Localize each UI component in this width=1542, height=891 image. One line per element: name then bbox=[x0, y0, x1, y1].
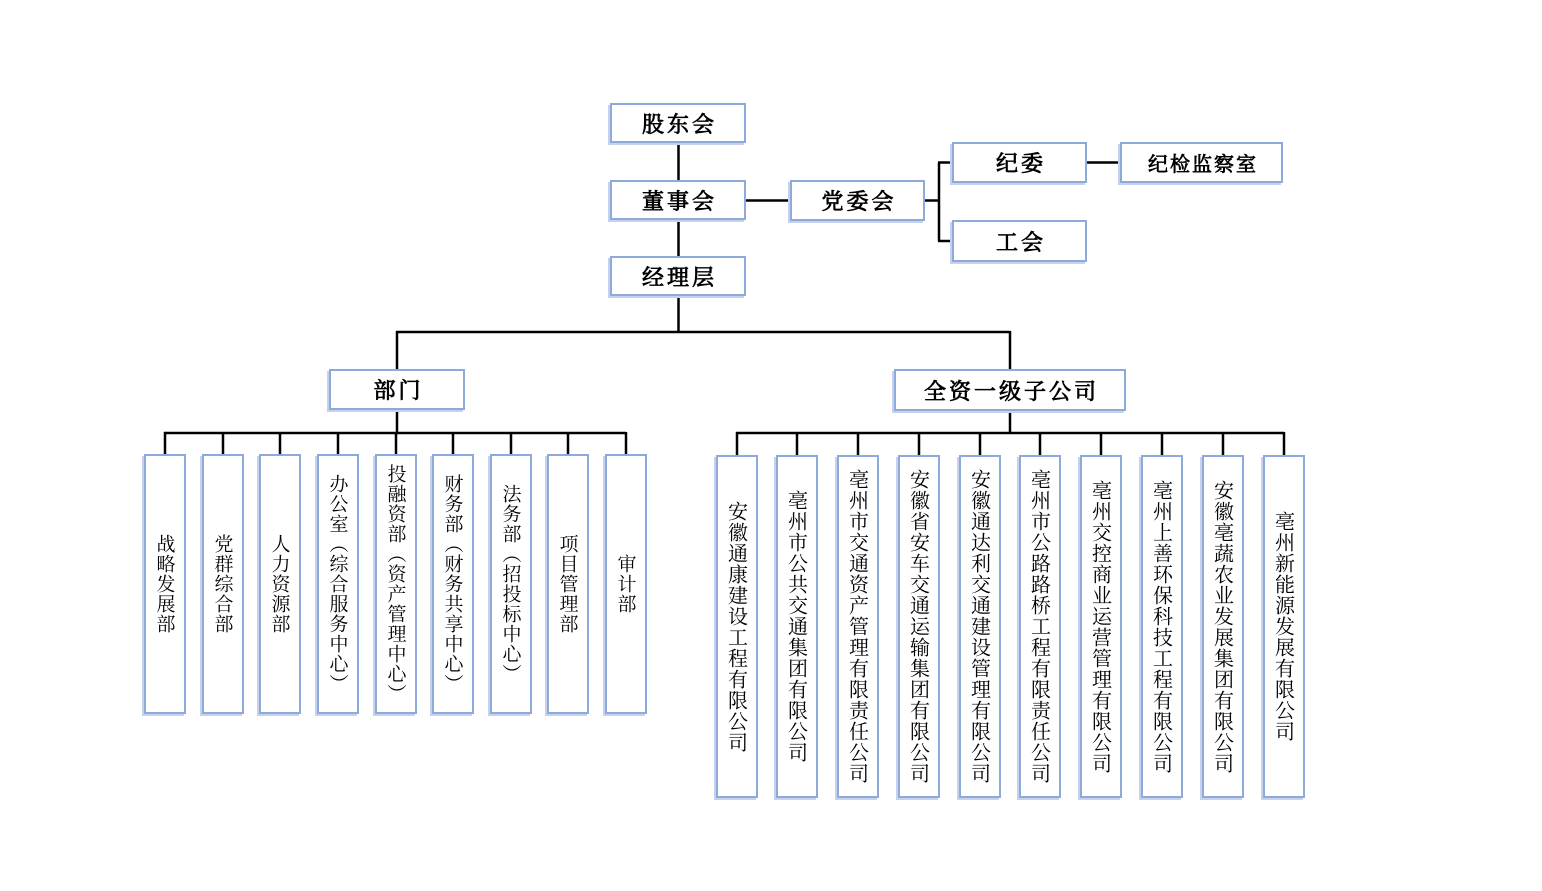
node-shareholders: 股东会 bbox=[610, 103, 746, 143]
department-box: 办公室（综合服务中心） bbox=[317, 454, 359, 714]
department-box: 投融资部（资产管理中心） bbox=[375, 454, 417, 714]
subsidiary-box: 亳州新能源发展有限公司 bbox=[1263, 455, 1305, 798]
department-box: 党群综合部 bbox=[202, 454, 244, 714]
subsidiary-box: 安徽亳蔬农业发展集团有限公司 bbox=[1202, 455, 1244, 798]
department-box: 审计部 bbox=[605, 454, 647, 714]
subsidiary-box: 安徽通达利交通建设管理有限公司 bbox=[959, 455, 1001, 798]
group-subsidiaries: 全资一级子公司 bbox=[894, 369, 1126, 411]
node-discipline-committee: 纪委 bbox=[952, 142, 1087, 183]
node-party-committee: 党委会 bbox=[790, 180, 925, 221]
subsidiary-box: 亳州市交通资产管理有限责任公司 bbox=[837, 455, 879, 798]
node-discipline-inspection-office: 纪检监察室 bbox=[1120, 142, 1283, 183]
node-board: 董事会 bbox=[610, 180, 746, 220]
node-management: 经理层 bbox=[610, 256, 746, 296]
department-box: 法务部（招投标中心） bbox=[490, 454, 532, 714]
subsidiary-box: 亳州市公共交通集团有限公司 bbox=[776, 455, 818, 798]
group-departments: 部门 bbox=[329, 369, 465, 410]
node-labor-union: 工会 bbox=[952, 220, 1087, 262]
department-box: 财务部（财务共享中心） bbox=[432, 454, 474, 714]
department-box: 项目管理部 bbox=[547, 454, 589, 714]
department-box: 人力资源部 bbox=[259, 454, 301, 714]
subsidiary-box: 亳州交控商业运营管理有限公司 bbox=[1080, 455, 1122, 798]
subsidiary-box: 安徽通康建设工程有限公司 bbox=[716, 455, 758, 798]
subsidiary-box: 安徽省安车交通运输集团有限公司 bbox=[898, 455, 940, 798]
department-box: 战略发展部 bbox=[144, 454, 186, 714]
subsidiary-box: 亳州市公路路桥工程有限责任公司 bbox=[1019, 455, 1061, 798]
subsidiary-box: 亳州上善环保科技工程有限公司 bbox=[1141, 455, 1183, 798]
